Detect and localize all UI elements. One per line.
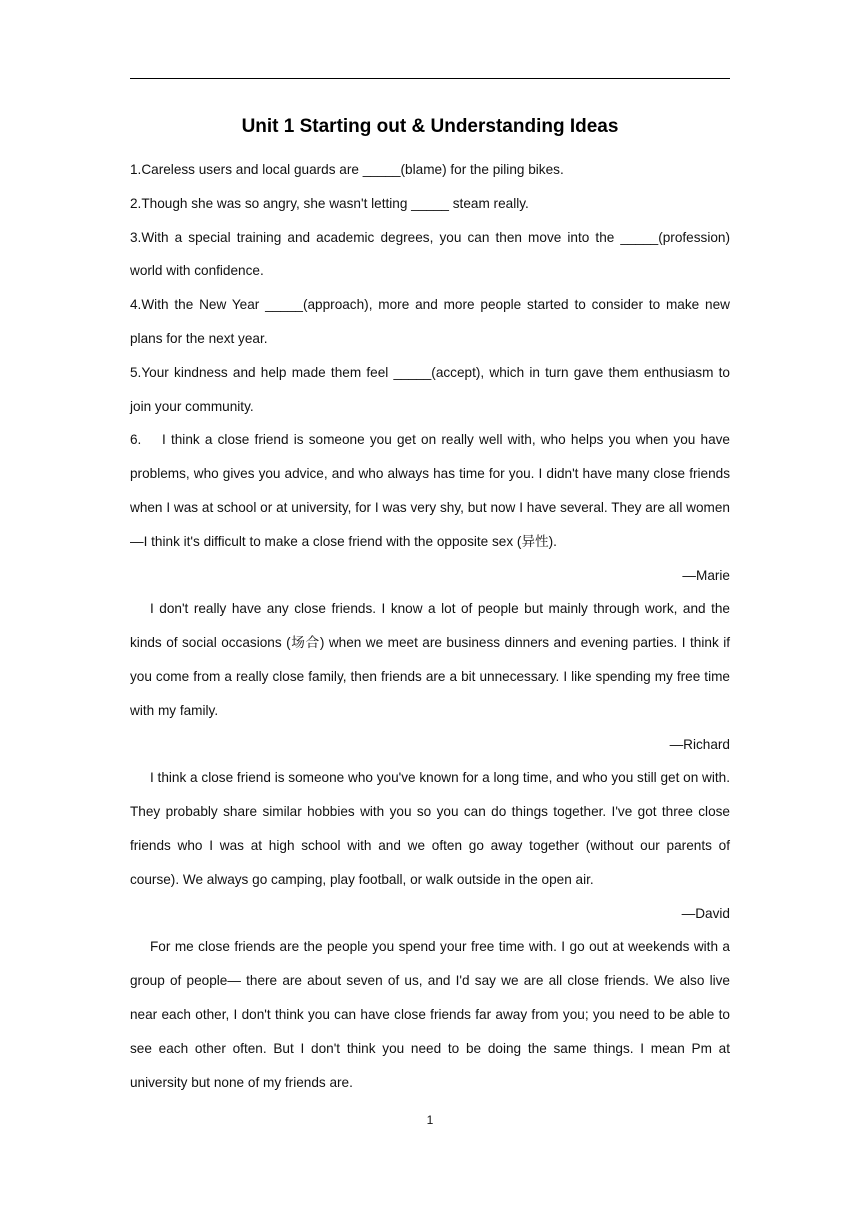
exercise-item-5: 5.Your kindness and help made them feel _____(accept), which in turn gave them enthusiasm to join your community. xyxy=(130,364,730,414)
passage-paragraph-4: For me close friends are the people you spend your free time with. I go out at weekends with a group of people— there are about seven of us, and I'd say we are all close friends. We also live near each other, I don't think you can have close friends far away from you; you need to be able to see each other often. But I don't think you need to be doing the same things. I mean Pm at university but none of my friends are. xyxy=(130,939,730,1090)
passage-number: 6. xyxy=(130,432,142,448)
header-rule xyxy=(130,78,730,79)
passage-paragraph-1-text: I think a close friend is someone you get on really well with, who helps you when you have problems, who gives you advice, and who always has time for you. I didn't have many close friends when I was at school or at university, for I was very shy, but now I have several. They are all women—I think it's difficult to make a close friend with the opposite sex (异性). xyxy=(130,432,730,549)
passage-paragraph-3: I think a close friend is someone who you've known for a long time, and who you still get on with. They probably share similar hobbies with you so you can do things together. I've got three close friends who I was at high school with and we often go away together (without our parents of course). We always go camping, play football, or walk outside in the open air. xyxy=(130,770,730,887)
exercise-item-3: 3.With a special training and academic degrees, you can then move into the _____(profession) world with confidence. xyxy=(130,229,730,279)
exercise-item-2: 2.Though she was so angry, she wasn't letting _____ steam really. xyxy=(130,195,529,211)
exercise-item-1: 1.Careless users and local guards are _____(blame) for the piling bikes. xyxy=(130,162,564,177)
passage-paragraph-1 xyxy=(130,423,730,558)
signature-marie: —Marie xyxy=(682,567,730,583)
signature-david: —David xyxy=(681,905,730,921)
document-body xyxy=(130,153,730,1099)
passage-paragraph-2: I don't really have any close friends. I know a lot of people but mainly through work, and the kinds of social occasions (场合) when we meet are business dinners and evening parties. I think if you come from a really close family, then friends are a bit unnecessary. I like spending my free time with my family. xyxy=(130,601,730,718)
page-title: Unit 1 Starting out & Understanding Ideas xyxy=(241,116,619,137)
page-number: 1 xyxy=(426,1113,434,1127)
signature-richard: —Richard xyxy=(669,736,730,752)
exercise-item-4: 4.With the New Year _____(approach), more and more people started to consider to make new plans for the next year. xyxy=(130,297,730,346)
